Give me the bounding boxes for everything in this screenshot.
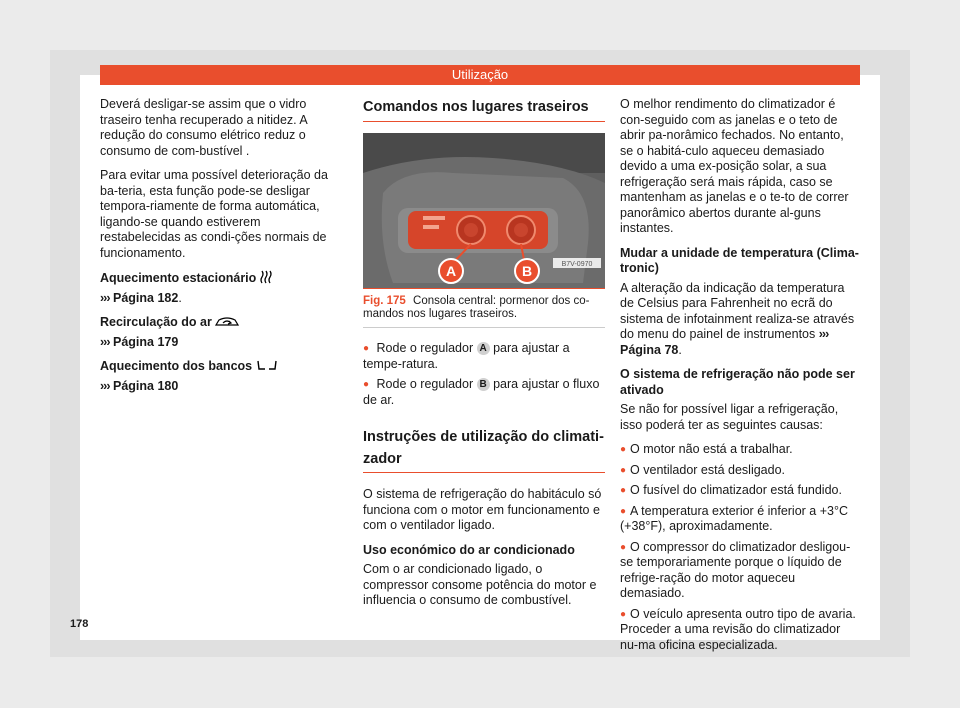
link-paragraph[interactable]: ››› Página 179 [100,334,179,349]
paragraph: O melhor rendimento do climatizador é con-seguido com as janelas e o teto de abrir pa-norâmico fechados. No entanto, se o habitá-culo aqueceu demasiado devido a uma ex-posição solar, a sua refrigeração será mais rápida, caso se mantenham as janelas e o te-to de correr panorâmico abertos durante al-guns instantes. [620,97,849,235]
link-paragraph[interactable]: ››› Página 182. [100,290,182,305]
bullet-icon: ● [620,608,627,620]
subheading: Uso económico do ar condicionado [363,542,575,557]
page-link[interactable]: Página 182 [112,290,179,305]
figure-caption: Fig. 175 Consola central: pormenor dos co-mandos nos lugares traseiros. [363,295,605,328]
paragraph: Se não for possível ligar a refrigeração, isso poderá ter as seguintes causas: [620,402,839,432]
callout-a: A [445,263,457,279]
paragraph: Com o ar condicionado ligado, o compressor consome potência do motor e influencia o consumo de combustível. [363,562,597,607]
heading-air-recirculation: Recirculação do ar [100,315,342,331]
callout-b: B [521,263,533,279]
section-title: Comandos nos lugares traseiros [363,97,605,122]
paragraph: O sistema de refrigeração do habitáculo só funciona com o motor em funcionamento e com o ventilador ligado. [363,487,602,532]
page-number: 178 [70,618,89,630]
list-item: ● Rode o regulador A para ajustar a tempe-ratura. [363,341,570,371]
list-item: ● O veículo apresenta outro tipo de avaria. Proceder a uma revisão do climatizador nu-ma oficina especializada. [620,606,856,652]
column-2 [363,97,605,618]
heading-parking-heater: Aquecimento estacionário [100,270,342,287]
bullet-icon: ● [620,444,627,455]
paragraph: Para evitar uma possível deterioração da ba-teria, esta função pode-se desligar tempora-riamente de forma automática, ligando-se quando estiverem restabelecidas as condi-ções normais de funcionamento. [100,168,328,260]
paragraph: A alteração da indicação da temperatura de Celsius para Fahrenheit no ecrã do sistema de infotainment realiza-se através do menu do painel de instrumentos ››› Página 78. [620,280,855,357]
page-link[interactable]: Página 180 [112,378,179,393]
subheading: Mudar a unidade de temperatura (Clima-tronic) [620,245,859,275]
list-item: ● O ventilador está desligado. [620,462,786,477]
heading-seat-heating: Aquecimento dos bancos [100,359,342,375]
column-3 [620,97,860,658]
bullet-icon: ● [620,505,627,517]
bullet-icon: ● [363,379,370,390]
rear-console-illustration [363,133,605,288]
bullet-icon: ● [363,343,370,354]
list-item: ● A temperatura exterior é inferior a +3°C (+38°F), aproximadamente. [620,503,848,533]
section-title: Instruções de utilização do climati-zador [363,426,605,473]
page-header: Utilização [100,65,860,85]
list-item: ● O compressor do climatizador desligou-se temporariamente porque o líquido de refrige-ração do motor aqueceu demasiado. [620,539,851,600]
column-1 [100,97,342,403]
label-b-badge: B [477,378,490,391]
link-paragraph[interactable]: ››› Página 180 [100,378,179,393]
page-link[interactable]: Página 179 [112,334,179,349]
seat-heat-waves-icon [260,270,272,284]
list-item: ● O motor não está a trabalhar. [620,442,793,456]
seat-heating-icon [256,359,278,372]
list-item: ● Rode o regulador B para ajustar o fluxo de ar. [363,377,600,407]
bullet-icon: ● [620,485,627,496]
label-a-badge: A [477,342,490,355]
figure-rear-controls [363,133,605,289]
car-recirculation-icon [215,316,239,328]
subheading: O sistema de refrigeração não pode ser ativado [620,367,855,397]
page-link[interactable]: Página 78 [620,342,679,357]
paragraph: Deverá desligar-se assim que o vidro traseiro tenha recuperado a nitidez. A redução do consumo elétrico reduz o consumo de com-bustível . [100,97,308,158]
bullet-icon: ● [620,464,627,476]
list-item: ● O fusível do climatizador está fundido. [620,483,842,497]
bullet-icon: ● [620,541,627,553]
image-code: B7V-0970 [561,261,593,268]
